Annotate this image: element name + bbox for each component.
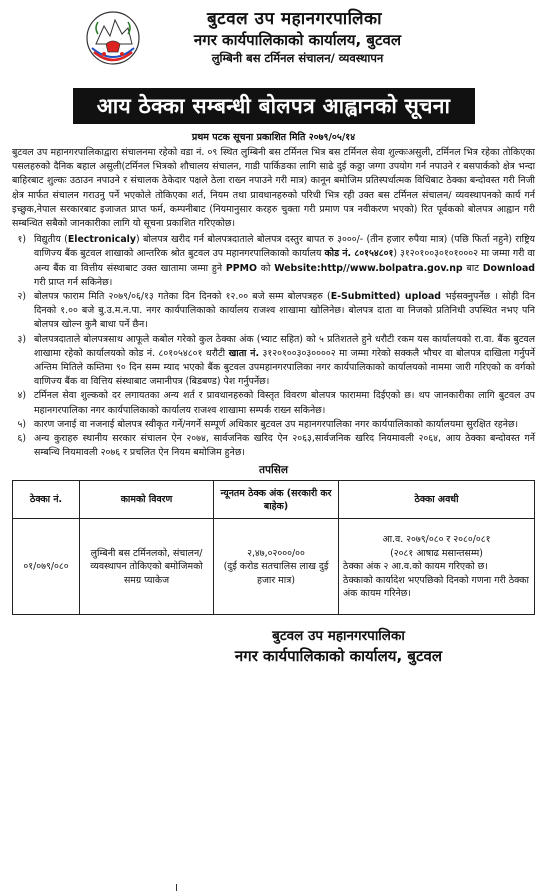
period-note-2: ठेक्काको कार्यादेश भएपछिको दिनको गणना गरी ठेक्का अंक कायम गरिनेछ। <box>343 574 529 600</box>
item-text <box>34 432 535 460</box>
item-text <box>34 389 535 417</box>
header-org-name: बुटवल उप महानगरपालिका <box>206 9 383 29</box>
item-text-part: कारण जनाई वा नजनाई बोलपत्र स्वीकृत गर्ने/नगर्ने सम्पूर्ण अधिकार बुटवल उप महानगरपालिका नगर कार्यपालिकाको कार्यालयमा सुरक्षित रहनेछ। <box>34 418 519 430</box>
item-text-part: खाता नं. <box>228 347 260 359</box>
item-text-part: गरी प्राप्त गर्न सकिनेछ। <box>34 276 113 288</box>
list-item <box>12 290 535 333</box>
item-text <box>34 233 535 290</box>
table-header-row <box>13 481 535 519</box>
item-text-part: Download <box>482 262 535 274</box>
item-number: १) <box>17 234 26 246</box>
period-fiscal-years: आ.व. २०७९/०८० र २०८०/०८१ <box>382 534 491 546</box>
footer-org-name: बुटवल उप महानगरपालिका <box>272 628 405 645</box>
header-unit: लुम्बिनी बस टर्मिनल संचालन/ व्यवस्थापन <box>211 51 384 65</box>
intro-paragraph: बुटवल उप महानगरपालिकाद्वारा संचालनमा रहेको वडा नं. ०९ स्थित लुम्बिनी बस टर्मिनल भित्र बस टर्मिनल सेवा शुल्कःअसुली, टर्मिनल भित्र रहेका तोकिएका पसलहरुको दैनिक बहाल असुली(टर्मिनल भित्रको शौचालय संचालन, गाडी पार्किङका लागि साढे दुई कठ्ठा जग्गा उपयोग गर्न नपाउने र बसपार्कको क्षेत्र भन्दा बाहिरबाट शुल्कः उठाउन नपाउने र संचालक ठेकेदार पक्षले ठेला राख्न नपाउने गरी मात्र) कानून बमोजिम प्रतिस्पर्धात्मक विधिबाट ठेक्का बन्दोवस्त गरी निजी क्षेत्र मार्फत संचालन गराउनु पर्ने भएकोले तोकिएका शर्त, नियम तथा प्रावधानहरुको परिधी भित्र रही उक्त बस टर्मिनल संचालन/ व्यवस्थापनको कार्य गर्न इच्छुक,नेपाल सरकारबाट इजाजत प्राप्त फर्म, कम्पनीबाट (नियमानुसार करहरु चुक्ता गरी प्रमाण पत्र नवीकरण भएको) रित पूर्वकको बोलपत्र आह्वान गरी सम्बन्धित सबैको जानकारीका लागि यो सूचना प्रकाशित गरिएकोछ। <box>12 147 535 230</box>
item-number: २) <box>17 291 26 303</box>
item-text <box>34 418 535 432</box>
details-caption: तपसिल <box>259 464 288 477</box>
list-item <box>12 233 535 290</box>
publication-date: प्रथम पटक सूचना प्रकाशित मिति २०७९/०५/१४ <box>191 132 356 143</box>
item-number: ४) <box>17 390 26 402</box>
col-min-amount: न्यूनतम ठेक्क अंक (सरकारी कर बाहेक) <box>214 481 339 519</box>
header-office: नगर कार्यपालिकाको कार्यालय, बुटवल <box>193 31 402 49</box>
cell-period <box>339 519 535 615</box>
cell-min-amount <box>214 519 339 615</box>
col-description: कामको विवरण <box>80 481 214 519</box>
conditions-list <box>12 233 535 460</box>
page-edge-mark <box>176 884 177 891</box>
item-text-part: ३१२०१००३०३००००२ मा जम्मा गरेको सक्कलै भौचर वा बोलपत्र दाखिला गर्नुपर्ने अन्तिम मितिले कम्तिमा ९० दिन सम्म म्याद भएको बैंक बुटवल उपमहानगरपालिका नगर कार्यपालिकाको कार्यालयको नाममा जारी गरिएको क वर्गको वाणिज्य बैंक वा वित्तिय संस्थाबाट जमानीपत्र (बिडबण्ड) पेश गर्नुपर्नेछ। <box>34 347 535 388</box>
footer-office: नगर कार्यपालिकाको कार्यालय, बुटवल <box>234 647 443 666</box>
item-text-part: विद्युतीय ( <box>34 234 68 246</box>
item-text-part: टर्मिनल सेवा शुल्कको दर लगायतका अन्य शर्त र प्रावधानहरुको विस्तृत विवरण बोलपत्र फाराममा दिईएको छ। थप जानकारीका लागि बुटवल उप महानगरपालिका नगर कार्यपालिकाको कार्यालय राजश्व शाखामा सम्पर्क राख्न सकिनेछ। <box>34 390 535 416</box>
notice-footer <box>12 627 535 667</box>
item-text-part: ) ३१२०१००३०१०१०००२ मा जम्मा गरी वा अन्य बैंक वा वित्तीय संस्थाबाट उक्त खातामा जम्मा हुने <box>34 248 535 274</box>
col-period: ठेक्का अवधी <box>339 481 535 519</box>
item-text-part: Electronicaly <box>67 234 137 246</box>
item-text-part: को <box>256 262 275 274</box>
item-text-part: कोड नं. ८०१५४८०१ <box>324 248 394 260</box>
item-number: ३) <box>17 333 26 345</box>
cell-description: लुम्बिनी बस टर्मिनलको, संचालन/व्यवस्थापन तोकिएको बमोजिमको समग्र प्याकेज <box>80 519 214 615</box>
item-text-part: Website:http//www.bolpatra.gov.np <box>274 262 463 274</box>
min-amount-figure: २,४७,०२०००/०० <box>247 547 305 559</box>
item-text-part: PPMO <box>225 262 257 274</box>
item-text-part: बाट <box>462 262 483 274</box>
col-contract-no: ठेक्का नं. <box>13 481 80 519</box>
contract-table <box>12 480 535 615</box>
item-text-part: भईसक्नुपर्नेछ । सोही दिन दिनको १.०० बजे बु.उ.म.न.पा. नगर कार्यपालिकाको कार्यालय राजश्व शाखामा खोलिनेछ। बोलपत्र दाता वा निजको प्रतिनिधी उपस्थित नभए पनि बोलपत्र खोल्न कुनै बाधा पर्ने छैन। <box>34 291 535 331</box>
item-number: ५) <box>17 418 26 430</box>
table-row <box>13 519 535 615</box>
item-text <box>34 333 535 390</box>
item-number: ६) <box>17 433 26 445</box>
period-until: (२०८१ आषाढ मसान्तसम्म) <box>390 547 483 559</box>
item-text <box>34 290 535 333</box>
item-text-part: बोलपत्र फाराम मिति २०७९/०६/१३ गतेका दिन दिनको १२.०० बजे सम्म बोलपत्रहरु ( <box>34 291 331 303</box>
notice-title-banner: आय ठेक्का सम्बन्धी बोलपत्र आह्वानको सूचना <box>73 88 475 124</box>
item-text-part: अन्य कुराहरु स्थानीय सरकार संचालन ऐन २०७४, सार्वजनिक खरिद ऐन २०६३,सार्वजनिक खरिद नियमावली २०६४, आय ठेक्का बन्दोवस्त गर्ने सम्बन्धि नियमावली २०७६ र प्रचलित ऐन नियम बमोजिम हुनेछ। <box>34 433 535 459</box>
list-item <box>12 389 535 417</box>
item-text-part: ) बोलपत्र खरीद गर्न बोलपत्रदाताले बोलपत्र दस्तुर बापत रु ३०००/- (तीन हजार रुपैया मात्र) (पछि फिर्ता नहुने) राष्ट्रिय वाणिज्य बैंक बुटवल शाखाको आन्तरिक श्रोत बुटवल उप महानगरपालिकाको कार्यालय <box>34 234 535 260</box>
header-text <box>12 8 535 66</box>
list-item <box>12 432 535 460</box>
period-note-1: ठेक्का अंक २ आ.व.को कायम गरिएको छ। <box>343 561 488 573</box>
item-text-part: बोलपत्रदाताले बोलपत्रसाथ आफूले कबोल गरेको कुल ठेक्का अंक (भ्याट सहित) को ५ प्रतिशतले हुने धरौटी रकम यस कार्यालयको रा.वा. बैंक बुटवल शाखामा रहेको कार्यालयको कोड नं. ८०१०५४८०१ धरौटी <box>34 333 535 359</box>
list-item <box>12 418 535 432</box>
list-item <box>12 333 535 390</box>
item-text-part: E-Submitted) upload <box>330 291 441 303</box>
cell-contract-no: ०१/०७९/०८० <box>13 519 80 615</box>
min-amount-words: (दुई करोड सतचालिस लाख दुई हजार मात्र) <box>223 561 329 586</box>
notice-header <box>12 6 535 86</box>
